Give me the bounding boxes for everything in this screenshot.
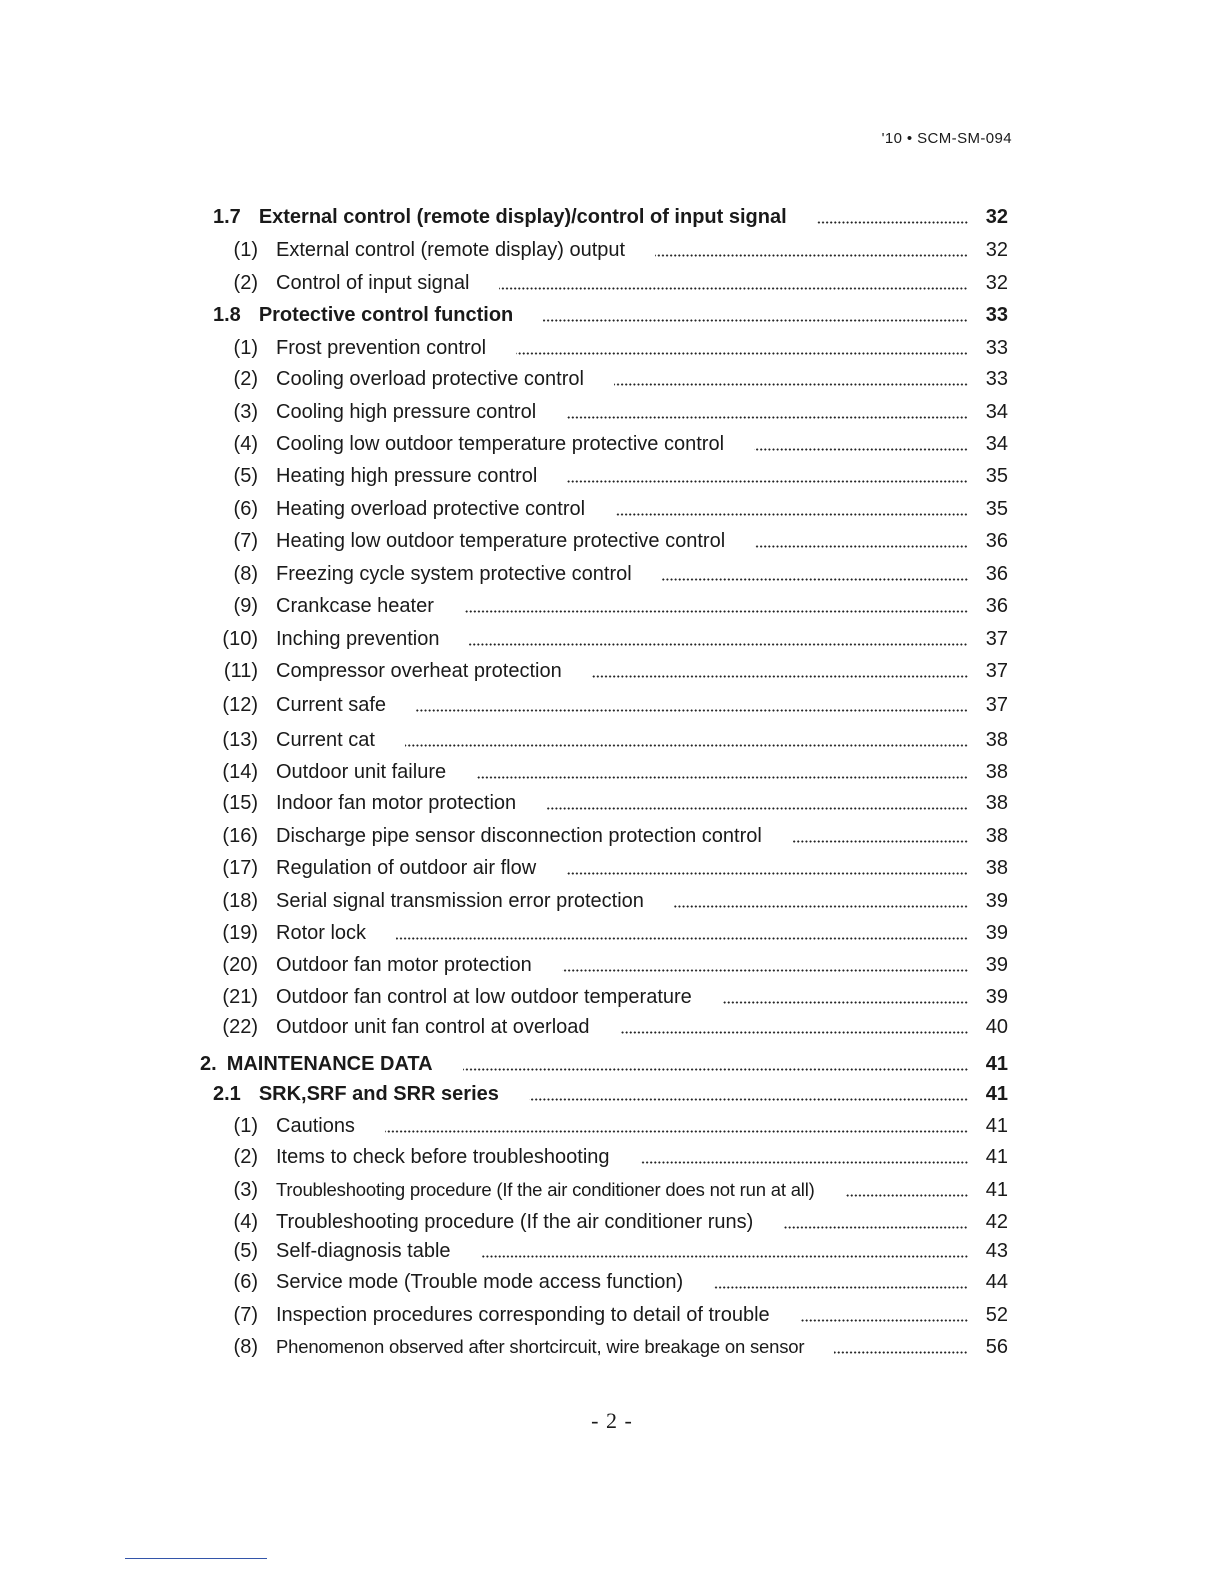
toc-entry-number: (7) xyxy=(233,529,258,552)
toc-entry-page: 38 xyxy=(985,857,1008,879)
dot-leader xyxy=(722,983,968,1011)
toc-entry-title: Control of input signal xyxy=(276,271,470,294)
page-number: - 2 - xyxy=(591,1408,633,1433)
toc-entry-number: (9) xyxy=(233,594,258,617)
toc-entry-title: Protective control function xyxy=(258,303,514,326)
toc-entry-page: 39 xyxy=(985,922,1008,944)
dot-leader xyxy=(499,269,968,297)
toc-entry-title: Troubleshooting procedure (If the air conditioner runs) xyxy=(276,1210,754,1233)
toc-entry-title: Heating overload protective control xyxy=(276,497,586,520)
toc-entry-number: (8) xyxy=(233,562,258,585)
toc-entry-number: (3) xyxy=(233,400,258,423)
dot-leader xyxy=(754,430,968,458)
toc-entry xyxy=(214,822,1008,850)
toc-entry-page: 39 xyxy=(985,954,1008,976)
toc-entry xyxy=(214,1301,1008,1329)
toc-entry-page: 41 xyxy=(985,1083,1008,1105)
dot-leader xyxy=(614,365,968,393)
toc-entry-number: 2.1 xyxy=(213,1082,241,1105)
toc-entry-number: (2) xyxy=(233,271,258,294)
toc-entry-number: (5) xyxy=(233,1239,258,1262)
toc-entry-page: 56 xyxy=(985,1336,1008,1358)
dot-leader xyxy=(385,1112,968,1140)
toc-entry-page: 36 xyxy=(985,595,1008,617)
toc-entry-title: Frost prevention control xyxy=(276,336,487,359)
toc-entry-number: (22) xyxy=(222,1015,258,1038)
toc-entry xyxy=(214,1333,1008,1361)
toc-entry-title: MAINTENANCE DATA xyxy=(226,1052,433,1075)
toc-entry-number: 1.7 xyxy=(213,205,241,228)
toc-entry-title: Crankcase heater xyxy=(276,594,434,617)
bottom-rule xyxy=(125,1558,267,1559)
toc-entry-title: Outdoor fan motor protection xyxy=(276,953,532,976)
dot-leader xyxy=(469,625,968,653)
toc-entry-page: 36 xyxy=(985,563,1008,585)
toc-entry xyxy=(213,1080,1008,1108)
toc-entry xyxy=(214,983,1008,1011)
toc-entry-number: (1) xyxy=(233,1114,258,1137)
toc-entry xyxy=(214,691,1008,719)
toc-entry-number: (4) xyxy=(233,1210,258,1233)
dot-leader xyxy=(396,919,968,947)
toc-entry-title: Cautions xyxy=(276,1114,355,1137)
toc-entry-title: Discharge pipe sensor disconnection protection control xyxy=(276,824,762,847)
dot-leader xyxy=(713,1268,968,1296)
toc-entry-page: 44 xyxy=(985,1271,1008,1293)
dot-leader xyxy=(792,822,968,850)
toc-entry xyxy=(214,758,1008,786)
toc-entry-title: Indoor fan motor protection xyxy=(276,791,517,814)
dot-leader xyxy=(562,951,968,979)
toc-entry-page: 41 xyxy=(985,1115,1008,1137)
toc-entry-title: Serial signal transmission error protection xyxy=(276,889,644,912)
toc-entry-page: 41 xyxy=(985,1179,1008,1201)
toc-entry-page: 34 xyxy=(985,401,1008,423)
toc-entry-page: 52 xyxy=(985,1304,1008,1326)
toc-entry xyxy=(214,887,1008,915)
toc-entry-page: 32 xyxy=(985,239,1008,261)
toc-entry-number: (1) xyxy=(233,336,258,359)
toc-entry-number: (3) xyxy=(233,1178,258,1201)
dot-leader xyxy=(405,726,968,754)
toc-entry-title: Troubleshooting procedure (If the air conditioner does not run at all) xyxy=(276,1179,815,1200)
toc-entry-title: Service mode (Trouble mode access function) xyxy=(276,1270,684,1293)
dot-leader xyxy=(640,1143,968,1171)
toc-entry-number: (17) xyxy=(222,856,258,879)
toc-entry xyxy=(213,203,1008,231)
toc-entry-page: 43 xyxy=(985,1240,1008,1262)
toc-entry xyxy=(214,789,1008,817)
toc-entry-page: 38 xyxy=(985,761,1008,783)
dot-leader xyxy=(567,462,968,490)
toc-entry xyxy=(214,365,1008,393)
toc-entry-number: (20) xyxy=(222,953,258,976)
toc-entry-number: 2. xyxy=(200,1052,217,1075)
toc-entry-number: (10) xyxy=(222,627,258,650)
toc-entry-page: 33 xyxy=(985,368,1008,390)
dot-leader xyxy=(755,527,968,555)
toc-entry-number: (5) xyxy=(233,464,258,487)
toc-entry xyxy=(214,527,1008,555)
toc-entry xyxy=(214,1208,1008,1236)
toc-entry-page: 33 xyxy=(985,304,1008,326)
toc-entry-page: 39 xyxy=(985,986,1008,1008)
toc-entry-title: Outdoor unit fan control at overload xyxy=(276,1015,590,1038)
toc-entry-title: Inspection procedures corresponding to detail of trouble xyxy=(276,1303,770,1326)
dot-leader xyxy=(566,854,968,882)
dot-leader xyxy=(783,1208,968,1236)
toc-entry xyxy=(214,951,1008,979)
toc-entry-title: Outdoor unit failure xyxy=(276,760,447,783)
toc-entry-number: (1) xyxy=(233,238,258,261)
toc-entry-number: (4) xyxy=(233,432,258,455)
toc-entry-title: Inching prevention xyxy=(276,627,440,650)
toc-entry-number: (16) xyxy=(222,824,258,847)
toc-entry xyxy=(214,1176,1008,1204)
dot-leader xyxy=(543,301,968,329)
dot-leader xyxy=(845,1176,968,1204)
toc-entry-title: Rotor lock xyxy=(276,921,367,944)
toc-entry xyxy=(214,495,1008,523)
toc-entry-title: Outdoor fan control at low outdoor temperature xyxy=(276,985,692,1008)
dot-leader xyxy=(529,1080,968,1108)
toc-entry-title: Heating low outdoor temperature protective control xyxy=(276,529,726,552)
dot-leader xyxy=(476,758,968,786)
toc-entry-title: Heating high pressure control xyxy=(276,464,538,487)
toc-entry-page: 33 xyxy=(985,337,1008,359)
toc-entry xyxy=(214,1237,1008,1265)
toc-entry-title: Phenomenon observed after shortcircuit, wire breakage on sensor xyxy=(276,1336,805,1357)
dot-leader xyxy=(817,203,968,231)
toc-entry xyxy=(214,1143,1008,1171)
toc-entry xyxy=(214,854,1008,882)
dot-leader xyxy=(481,1237,968,1265)
toc-entry-number: (2) xyxy=(233,367,258,390)
document-code: '10 • SCM-SM-094 xyxy=(881,130,1012,147)
toc-entry-number: (21) xyxy=(222,985,258,1008)
toc-entry-title: Cooling low outdoor temperature protective control xyxy=(276,432,725,455)
toc-entry-title: Cooling overload protective control xyxy=(276,367,584,390)
dot-leader xyxy=(463,1050,968,1078)
toc-entry-number: (12) xyxy=(222,693,258,716)
toc-entry-page: 41 xyxy=(985,1146,1008,1168)
toc-entry-number: (11) xyxy=(223,659,258,682)
toc-entry-title: Compressor overheat protection xyxy=(276,659,562,682)
toc-entry xyxy=(214,269,1008,297)
toc-entry-page: 40 xyxy=(985,1016,1008,1038)
dot-leader xyxy=(592,657,968,685)
toc-entry-number: 1.8 xyxy=(213,303,241,326)
toc-entry-page: 32 xyxy=(985,272,1008,294)
toc-entry-title: Current safe xyxy=(276,693,387,716)
toc-entry-page: 38 xyxy=(985,792,1008,814)
toc-entry-number: (13) xyxy=(222,728,258,751)
dot-leader xyxy=(546,789,968,817)
toc-entry-title: External control (remote display)/control of input signal xyxy=(258,205,787,228)
toc-entry xyxy=(214,398,1008,426)
toc-entry xyxy=(214,1112,1008,1140)
toc-entry-page: 32 xyxy=(985,206,1008,228)
toc-entry-title: Self-diagnosis table xyxy=(276,1239,451,1262)
toc-entry-title: Items to check before troubleshooting xyxy=(276,1145,610,1168)
dot-leader xyxy=(674,887,968,915)
toc-entry xyxy=(214,1268,1008,1296)
toc-entry-number: (8) xyxy=(233,1335,258,1358)
dot-leader xyxy=(655,236,968,264)
toc-entry xyxy=(214,919,1008,947)
toc-entry-number: (2) xyxy=(233,1145,258,1168)
toc-entry-number: (6) xyxy=(233,1270,258,1293)
toc-entry-page: 35 xyxy=(985,498,1008,520)
dot-leader xyxy=(620,1013,968,1041)
toc-entry xyxy=(214,657,1008,685)
toc-entry-number: (14) xyxy=(222,760,258,783)
toc-entry-number: (6) xyxy=(233,497,258,520)
dot-leader xyxy=(566,398,968,426)
toc-entry-title: External control (remote display) output xyxy=(276,238,626,261)
toc-entry xyxy=(213,301,1008,329)
dot-leader xyxy=(662,560,968,588)
toc-entry-number: (7) xyxy=(233,1303,258,1326)
toc-entry-title: Current cat xyxy=(276,728,375,751)
dot-leader xyxy=(516,334,968,362)
toc-entry xyxy=(214,560,1008,588)
toc-entry-page: 37 xyxy=(985,660,1008,682)
toc-entry-number: (15) xyxy=(222,791,258,814)
dot-leader xyxy=(416,691,968,719)
toc-entry-number: (19) xyxy=(222,921,258,944)
toc-entry-page: 37 xyxy=(985,628,1008,650)
toc-entry-page: 38 xyxy=(985,729,1008,751)
toc-entry-page: 38 xyxy=(985,825,1008,847)
dot-leader xyxy=(800,1301,968,1329)
toc-entry xyxy=(214,430,1008,458)
toc-entry xyxy=(214,592,1008,620)
toc-entry-page: 35 xyxy=(985,465,1008,487)
toc-entry xyxy=(200,1050,1008,1078)
dot-leader xyxy=(615,495,968,523)
toc-entry-page: 41 xyxy=(985,1053,1008,1075)
toc-entry-page: 37 xyxy=(985,694,1008,716)
toc-entry-number: (18) xyxy=(222,889,258,912)
dot-leader xyxy=(834,1333,968,1361)
toc-entry-title: Cooling high pressure control xyxy=(276,400,537,423)
toc-entry-title: Regulation of outdoor air flow xyxy=(276,856,537,879)
toc-entry-title: SRK,SRF and SRR series xyxy=(258,1082,499,1105)
toc-entry-page: 39 xyxy=(985,890,1008,912)
toc-entry xyxy=(214,625,1008,653)
toc-entry xyxy=(214,726,1008,754)
dot-leader xyxy=(464,592,968,620)
toc-entry xyxy=(214,462,1008,490)
toc-entry xyxy=(214,236,1008,264)
toc-entry-page: 36 xyxy=(985,530,1008,552)
toc-entry-page: 42 xyxy=(985,1211,1008,1233)
toc-entry xyxy=(214,334,1008,362)
toc-entry xyxy=(214,1013,1008,1041)
toc-entry-title: Freezing cycle system protective control xyxy=(276,562,632,585)
toc-entry-page: 34 xyxy=(985,433,1008,455)
